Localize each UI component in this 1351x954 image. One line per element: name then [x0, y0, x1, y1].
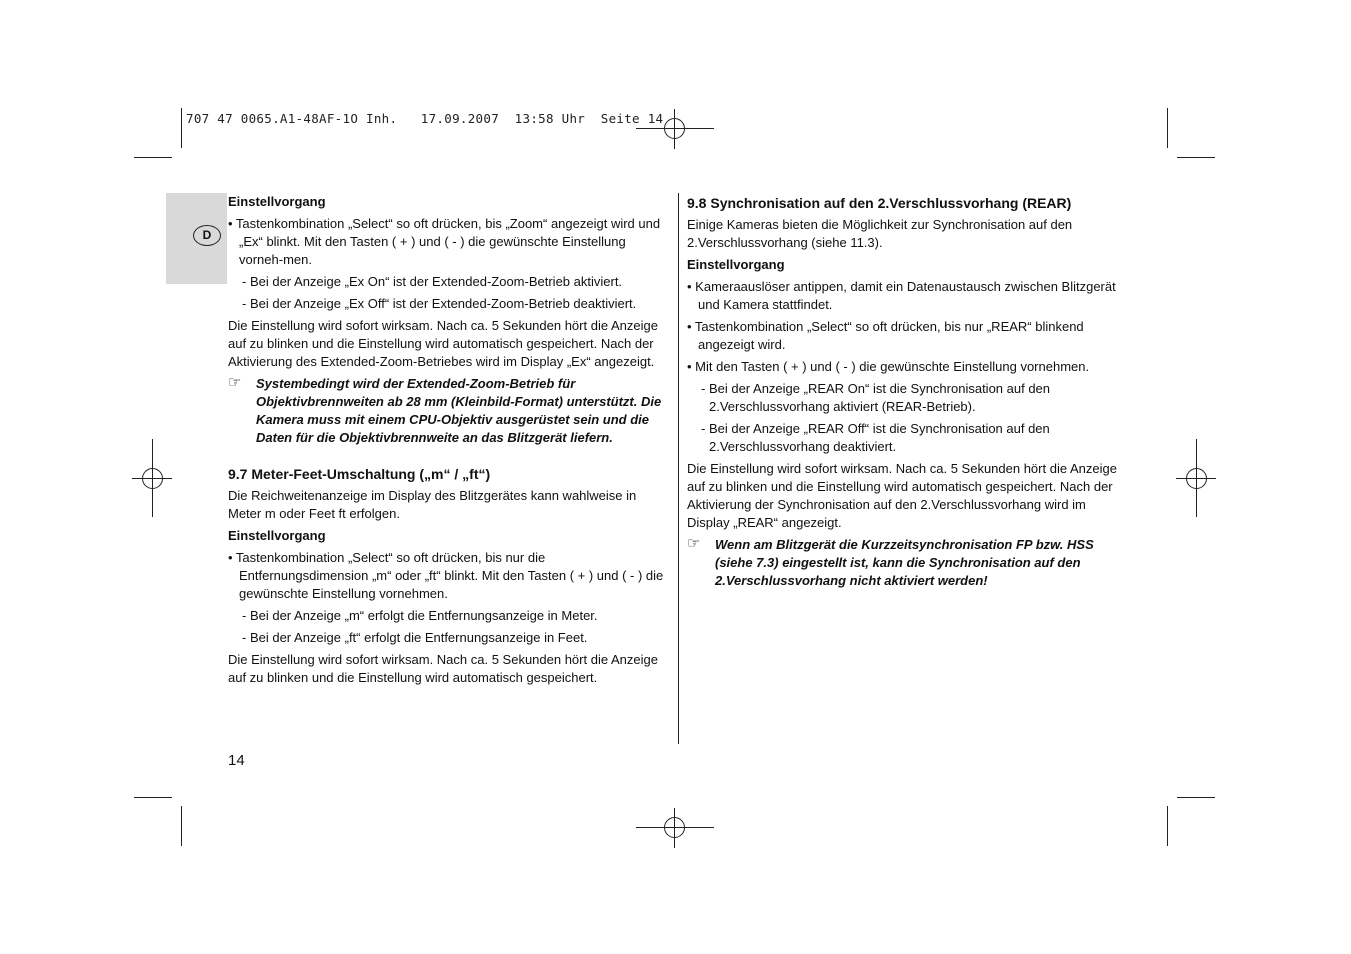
crop-mark [1177, 157, 1215, 158]
crop-mark [134, 157, 172, 158]
left-column [228, 193, 668, 687]
paragraph: Die Einstellung wird sofort wirksam. Nach ca. 5 Sekunden hört die Anzeige auf zu blinken und die Einstellung wird automatisch gespeichert. Nach der Aktivierung des Extended-Zoom-Betriebes wird im Display „Ex“ angezeigt. [228, 318, 658, 369]
section-heading: 9.8 Synchronisation auf den 2.Verschlussvorhang (REAR) [687, 195, 1072, 211]
paragraph: Die Reichweitenanzeige im Display des Blitzgerätes kann wahlweise in Meter m oder Feet ft erfolgen. [228, 488, 637, 521]
note-block [228, 375, 668, 447]
registration-mark [636, 808, 714, 848]
bullet-item: • Mit den Tasten ( + ) und ( - ) die gewünschte Einstellung vornehmen. [687, 359, 1090, 374]
column-divider [678, 193, 679, 744]
page-number: 14 [228, 752, 245, 769]
paragraph: Die Einstellung wird sofort wirksam. Nach ca. 5 Sekunden hört die Anzeige auf zu blinken und die Einstellung wird automatisch gespeichert. [228, 652, 658, 685]
sub-item: - Bei der Anzeige „REAR Off“ ist die Synchronisation auf den 2.Verschlussvorhang deaktiviert. [701, 421, 1050, 454]
sub-item: - Bei der Anzeige „m“ erfolgt die Entfernungsanzeige in Meter. [242, 608, 598, 623]
note-text: Wenn am Blitzgerät die Kurzzeitsynchronisation FP bzw. HSS (siehe 7.3) eingestellt ist, kann die Synchronisation auf den 2.Verschlussvorhang nicht aktiviert werden! [715, 537, 1094, 588]
sub-item: - Bei der Anzeige „Ex Off“ ist der Extended-Zoom-Betrieb deaktiviert. [242, 296, 637, 311]
bullet-item: • Kameraauslöser antippen, damit ein Datenaustausch zwischen Blitzgerät und Kamera stattfindet. [687, 279, 1116, 312]
bullet-item: • Tastenkombination „Select“ so oft drücken, bis „Zoom“ angezeigt wird und „Ex“ blinkt. Mit den Tasten ( + ) und ( - ) die gewünschte Einstellung vorneh-men. [228, 216, 661, 267]
crop-mark [181, 806, 182, 846]
subheading: Einstellvorgang [228, 194, 326, 209]
sub-item: - Bei der Anzeige „ft“ erfolgt die Entfernungsanzeige in Feet. [242, 630, 588, 645]
subheading: Einstellvorgang [687, 257, 785, 272]
section-heading: 9.7 Meter-Feet-Umschaltung („m“ / „ft“) [228, 466, 491, 482]
subheading: Einstellvorgang [228, 528, 326, 543]
crop-mark [1167, 806, 1168, 846]
pointing-hand-icon: ☞ [687, 535, 701, 552]
pointing-hand-icon: ☞ [228, 374, 242, 391]
crop-mark [1177, 797, 1215, 798]
registration-mark [1176, 439, 1216, 517]
bullet-item: • Tastenkombination „Select“ so oft drücken, bis nur die Entfernungsdimension „m“ oder „ft“ blinkt. Mit den Tasten ( + ) und ( - ) die gewünschte Einstellung vornehmen. [228, 550, 664, 601]
crop-mark [1167, 108, 1168, 148]
language-badge: D [193, 225, 221, 246]
paragraph: Einige Kameras bieten die Möglichkeit zur Synchronisation auf den 2.Verschlussvorhang (siehe 11.3). [687, 217, 1073, 250]
sub-item: - Bei der Anzeige „REAR On“ ist die Synchronisation auf den 2.Verschlussvorhang aktiviert (REAR-Betrieb). [701, 381, 1051, 414]
paragraph: Die Einstellung wird sofort wirksam. Nach ca. 5 Sekunden hört die Anzeige auf zu blinken und die Einstellung wird automatisch gespeichert. Nach der Aktivierung der Synchronisation auf den 2.Verschlussvorhang wird im Display „REAR“ angezeigt. [687, 461, 1117, 530]
crop-mark [181, 108, 182, 148]
bullet-item: • Tastenkombination „Select“ so oft drücken, bis nur „REAR“ blinkend angezeigt wird. [687, 319, 1084, 352]
registration-mark [132, 439, 172, 517]
print-slug: 707 47 0065.A1-48AF-1O Inh. 17.09.2007 13:58 Uhr Seite 14 [186, 111, 664, 126]
right-column [687, 194, 1129, 590]
crop-mark [134, 797, 172, 798]
note-text: Systembedingt wird der Extended-Zoom-Betrieb für Objektivbrennweiten ab 28 mm (Kleinbild-Format) unterstützt. Die Kamera muss mit einem CPU-Objektiv ausgerüstet sein und die Daten für die Objektivbrennweite an das Blitzgerät liefern. [256, 376, 662, 445]
sub-item: - Bei der Anzeige „Ex On“ ist der Extended-Zoom-Betrieb aktiviert. [242, 274, 623, 289]
note-block [687, 536, 1129, 590]
